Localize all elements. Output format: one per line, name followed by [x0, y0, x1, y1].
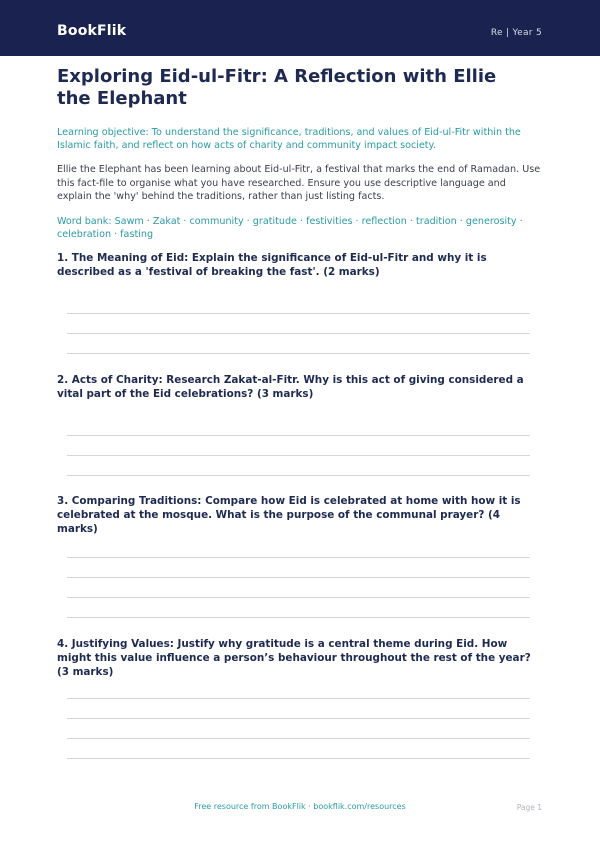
answer-line[interactable]	[67, 758, 530, 759]
answer-line[interactable]	[67, 718, 530, 719]
learning-objective: Learning objective: To understand the significance, traditions, and values of Eid-ul-Fitr within the Islamic faith, and reflect on how acts of charity and community impact society.	[57, 127, 521, 151]
answer-line[interactable]	[67, 557, 530, 558]
answer-line[interactable]	[67, 617, 530, 618]
question-4: 4. Justifying Values: Justify why gratitude is a central theme during Eid. How might this value influence a person’s behaviour throughout the rest of the year? (3 marks)	[57, 638, 531, 678]
answer-line[interactable]	[67, 475, 530, 476]
answer-line[interactable]	[67, 333, 530, 334]
answer-line[interactable]	[67, 455, 530, 456]
footer-credit: Free resource from BookFlik · bookflik.com/resources	[194, 802, 406, 811]
answer-line[interactable]	[67, 313, 530, 314]
worksheet-intro	[57, 66, 543, 241]
question-3: 3. Comparing Traditions: Compare how Eid is celebrated at home with how it is celebrated at the mosque. What is the purpose of the communal prayer? (4 marks)	[57, 495, 521, 535]
answer-line[interactable]	[67, 597, 530, 598]
question-2: 2. Acts of Charity: Research Zakat-al-Fitr. Why is this act of giving considered a vital part of the Eid celebrations? (3 marks)	[57, 374, 524, 400]
intro-paragraph: Ellie the Elephant has been learning about Eid-ul-Fitr, a festival that marks the end of Ramadan. Use this fact-file to organise what you have researched. Ensure you use descriptive language and explain the 'why' behind the traditions, rather than just listing facts.	[57, 164, 541, 202]
answer-line[interactable]	[67, 435, 530, 436]
word-bank: Word bank: Sawm · Zakat · community · gratitude · festivities · reflection · tradition · generosity · celebration · fasting	[57, 215, 523, 240]
page-header	[0, 0, 600, 56]
worksheet-title: Exploring Eid-ul-Fitr: A Reflection with Ellie the Elephant	[57, 66, 497, 109]
answer-line[interactable]	[67, 353, 530, 354]
answer-line[interactable]	[67, 738, 530, 739]
brand-logo-text: BookFlik	[57, 23, 127, 39]
question-1: 1. The Meaning of Eid: Explain the significance of Eid-ul-Fitr and why it is described as a 'festival of breaking the fast'. (2 marks)	[57, 252, 487, 278]
answer-line[interactable]	[67, 577, 530, 578]
answer-line[interactable]	[67, 698, 530, 699]
subject-year-label: Re | Year 5	[490, 28, 542, 38]
page-number: Page 1	[516, 803, 542, 812]
